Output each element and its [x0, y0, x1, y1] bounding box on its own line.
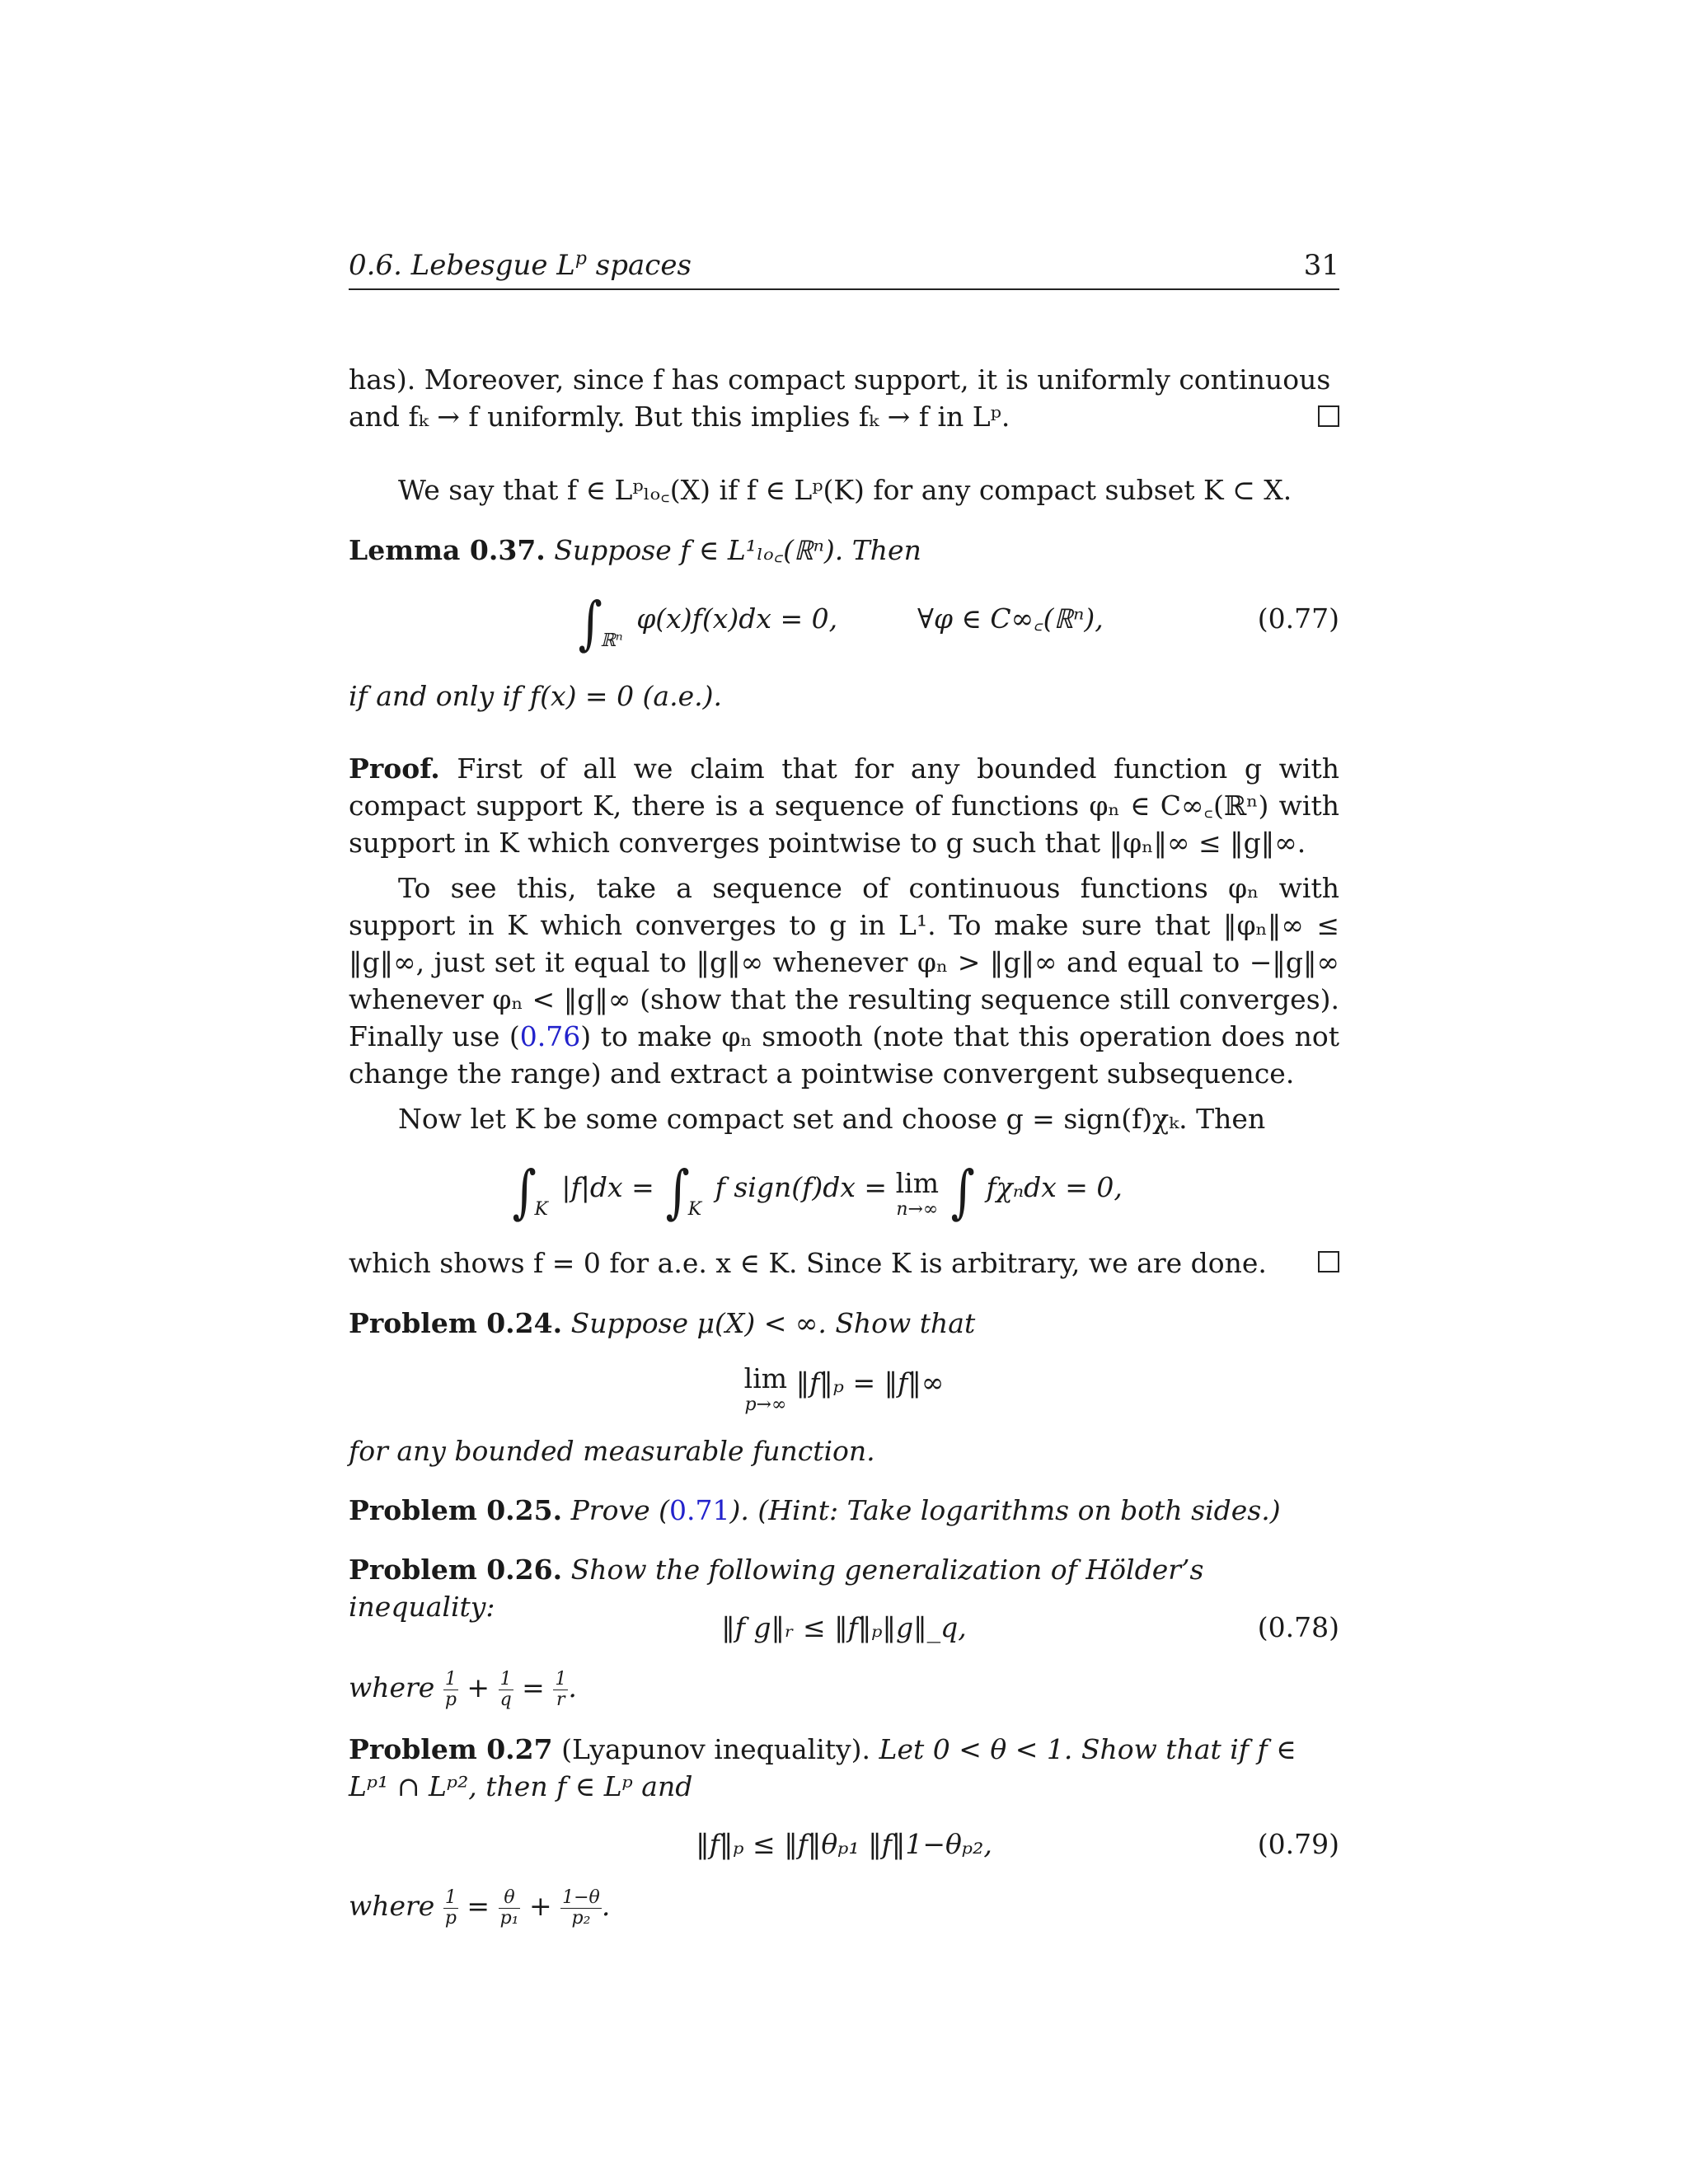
integral-sign: ∫: [665, 1158, 691, 1226]
eq-number-0-78: (0.78): [1257, 1611, 1339, 1643]
problem-0-24-equation: lim p→∞ ‖f‖ₚ = ‖f‖∞: [349, 1364, 1339, 1418]
integral-domain: ℝⁿ: [600, 630, 623, 651]
proof-label: Proof.: [349, 752, 440, 785]
problem-label: Problem 0.27: [349, 1733, 553, 1765]
lemma-conclusion: if and only if f(x) = 0 (a.e.).: [349, 680, 722, 712]
problem-label: Problem 0.24.: [349, 1307, 563, 1339]
problem-0-24: Problem 0.24. Suppose μ(X) < ∞. Show that: [349, 1307, 976, 1339]
lloc-definition: We say that f ∈ Lᵖₗₒ꜀(X) if f ∈ Lᵖ(K) for any compact subset K ⊂ X.: [398, 474, 1292, 506]
proof-paragraph-4: which shows f = 0 for a.e. x ∈ K. Since K is arbitrary, we are done.: [349, 1247, 1267, 1279]
limit-operator: lim p→∞: [743, 1362, 788, 1415]
lemma-statement: Suppose f ∈ L¹ₗₒ꜀(ℝⁿ). Then: [554, 534, 921, 566]
eq-number-0-79: (0.79): [1257, 1828, 1339, 1860]
proof-text-1: First of all we claim that for any bounded function g with compact support K, there is a sequence of functions φₙ ∈ C∞꜀(ℝⁿ) with support in K which converges pointwise to g such that ‖φₙ‖∞ ≤ ‖g‖∞.: [349, 752, 1339, 859]
qed-square: [1318, 1251, 1339, 1272]
integral-sign: ∫: [950, 1158, 975, 1226]
running-header: [349, 246, 1339, 290]
continuation-paragraph: [349, 361, 1339, 435]
integral-domain-k: K: [534, 1199, 548, 1220]
problem-name: (Lyapunov inequality).: [561, 1733, 871, 1765]
problem-0-24-tail: for any bounded measurable function.: [349, 1435, 875, 1467]
section-title: 0.6. Lebesgue $L^p$ spaces: [349, 248, 692, 282]
qed-square: [1318, 405, 1339, 427]
equation-0-78: ‖f g‖ᵣ ≤ ‖f‖ₚ‖g‖_q, (0.78): [349, 1609, 1339, 1646]
problem-label: Problem 0.25.: [349, 1494, 563, 1526]
integral-sign: ∫: [512, 1158, 537, 1226]
problem-0-25: Problem 0.25. Prove (0.71). (Hint: Take logarithms on both sides.): [349, 1494, 1281, 1526]
proof-paragraph-3: Now let K be some compact set and choose g = sign(f)χₖ. Then: [398, 1103, 1266, 1135]
integral-domain-k: K: [687, 1199, 702, 1220]
equation-link-0-76[interactable]: 0.76: [519, 1020, 581, 1052]
lemma-equation: φ(x)f(x)dx = 0,: [636, 602, 838, 635]
page-number: 31: [1303, 249, 1339, 282]
lemma-0-37: [349, 532, 1339, 569]
integral-sign: ∫: [578, 589, 603, 657]
lemma-quantifier: ∀φ ∈ C∞꜀(ℝⁿ),: [917, 602, 1104, 635]
problem-0-27: Problem 0.27 (Lyapunov inequality). Let 0 < θ < 1. Show that if f ∈ Lᵖ¹ ∩ Lᵖ², then f ∈ Lᵖ and: [349, 1733, 1296, 1802]
book-page: 0.6. Lebesgue $L^p$ spaces 31 has). Moreover, since f has compact support, it is uniformly continuous and fₖ → f uniformly. But this implies fₖ → f in Lᵖ. We say that f ∈ Lᵖₗₒ꜀(X) if f ∈ Lᵖ(K) for any compact subset K ⊂ X. Lemma 0.37. Suppose f ∈ L¹ₗₒ꜀(ℝⁿ). Then $\int_{ℝ^n}$ φ(x)f(x)dx = 0, ∀φ ∈ C∞꜀(ℝⁿ), (0.77) if and only if f(x) = 0 (a.e.). Proof. First of all we claim that for any bounded function g with compact support K, there is a sequence of functions φₙ ∈ C∞꜀(ℝⁿ) with support in K which converges pointwise to g such that ‖φₙ‖∞ ≤ ‖g‖∞. To see this, take a sequence of continuous functions φₙ with support in K which converges to g in L¹. To make sure that ‖φₙ‖∞ ≤ ‖g‖∞, just set it equal to ‖g‖∞ whenever φₙ > ‖g‖∞ and equal to −‖g‖∞ whenever φₙ < ‖g‖∞ (show that the resulting sequence still converges). Finally use (0.76) to make φₙ smooth (note that this operation does not change the range) and extract a pointwise convergent subsequence. Now let K be some compact set and choose g = sign(f)χₖ. Then $\int_K$ $|f|dx = \int_K$ f sign(f)dx = lim n→∞ ∫ fχₙdx = 0, which shows f = 0 for a.e. x ∈ K. Since K is arbitrary, we are done. Problem 0.24. Suppose μ(X) < ∞. Show that lim p→∞ ‖f‖ₚ = ‖f‖∞ for any bounded measurable function. Problem 0.25. Prove (0.71). (Hint: Take logarithms on both sides.) Problem 0.26. Show the following generalization of Hölder’s inequality: ‖f g‖ᵣ ≤ ‖f‖ₚ‖g‖_q, (0.78) where $\frac{1}{p}$ + $\frac{1}{q}$ = $\frac{1}{r}$ . Problem 0.27 (Lyapunov inequality). Let 0 < θ < 1. Show that if f ∈ Lᵖ¹ ∩ Lᵖ², then f ∈ Lᵖ and ‖f‖ₚ ≤ ‖f‖θₚ₁ ‖f‖1−θₚ₂, (0.79) where $\frac{1}{p}$ = $\frac{\theta}{\text{p₁}}$ + $\frac{1-\theta}{\text{p₂}}$ .: [349, 0, 1339, 2184]
proof-paragraph-1: [349, 750, 1339, 861]
equation-0-79: ‖f‖ₚ ≤ ‖f‖θₚ₁ ‖f‖1−θₚ₂, (0.79): [349, 1825, 1339, 1863]
eq-number-0-77: (0.77): [1257, 602, 1339, 635]
problem-0-26: Problem 0.26. Show the following generalization of Hölder’s inequality:: [349, 1554, 1204, 1623]
problem-0-27-where: where $\frac{1}{p}$ = $\frac{\theta}{\text{p₁}}$ + $\frac{1-\theta}{\text{p₂}}$ .: [349, 1886, 611, 1929]
problem-label: Problem 0.26.: [349, 1554, 563, 1586]
equation-link-0-71[interactable]: 0.71: [668, 1494, 730, 1526]
limit-operator: lim n→∞: [895, 1167, 939, 1220]
proof-paragraph-2: To see this, take a sequence of continuous functions φₙ with support in K which converges to g in L¹. To make sure that ‖φₙ‖∞ ≤ ‖g‖∞, just set it equal to ‖g‖∞ whenever φₙ > ‖g‖∞ and equal to −‖g‖∞ whenever φₙ < ‖g‖∞ (show that the resulting sequence still converges). Finally use (0.76) to make φₙ smooth (note that this operation does not change the range) and extract a pointwise convergent subsequence.: [349, 872, 1339, 1090]
lemma-label: Lemma 0.37.: [349, 534, 546, 566]
continuation-line-2: and fₖ → f uniformly. But this implies fₖ → f in Lᵖ.: [349, 401, 1010, 433]
problem-0-26-where: where $\frac{1}{p}$ + $\frac{1}{q}$ = $\frac{1}{r}$ .: [349, 1668, 577, 1710]
continuation-line-1: has). Moreover, since f has compact support, it is uniformly continuous: [349, 363, 1331, 396]
